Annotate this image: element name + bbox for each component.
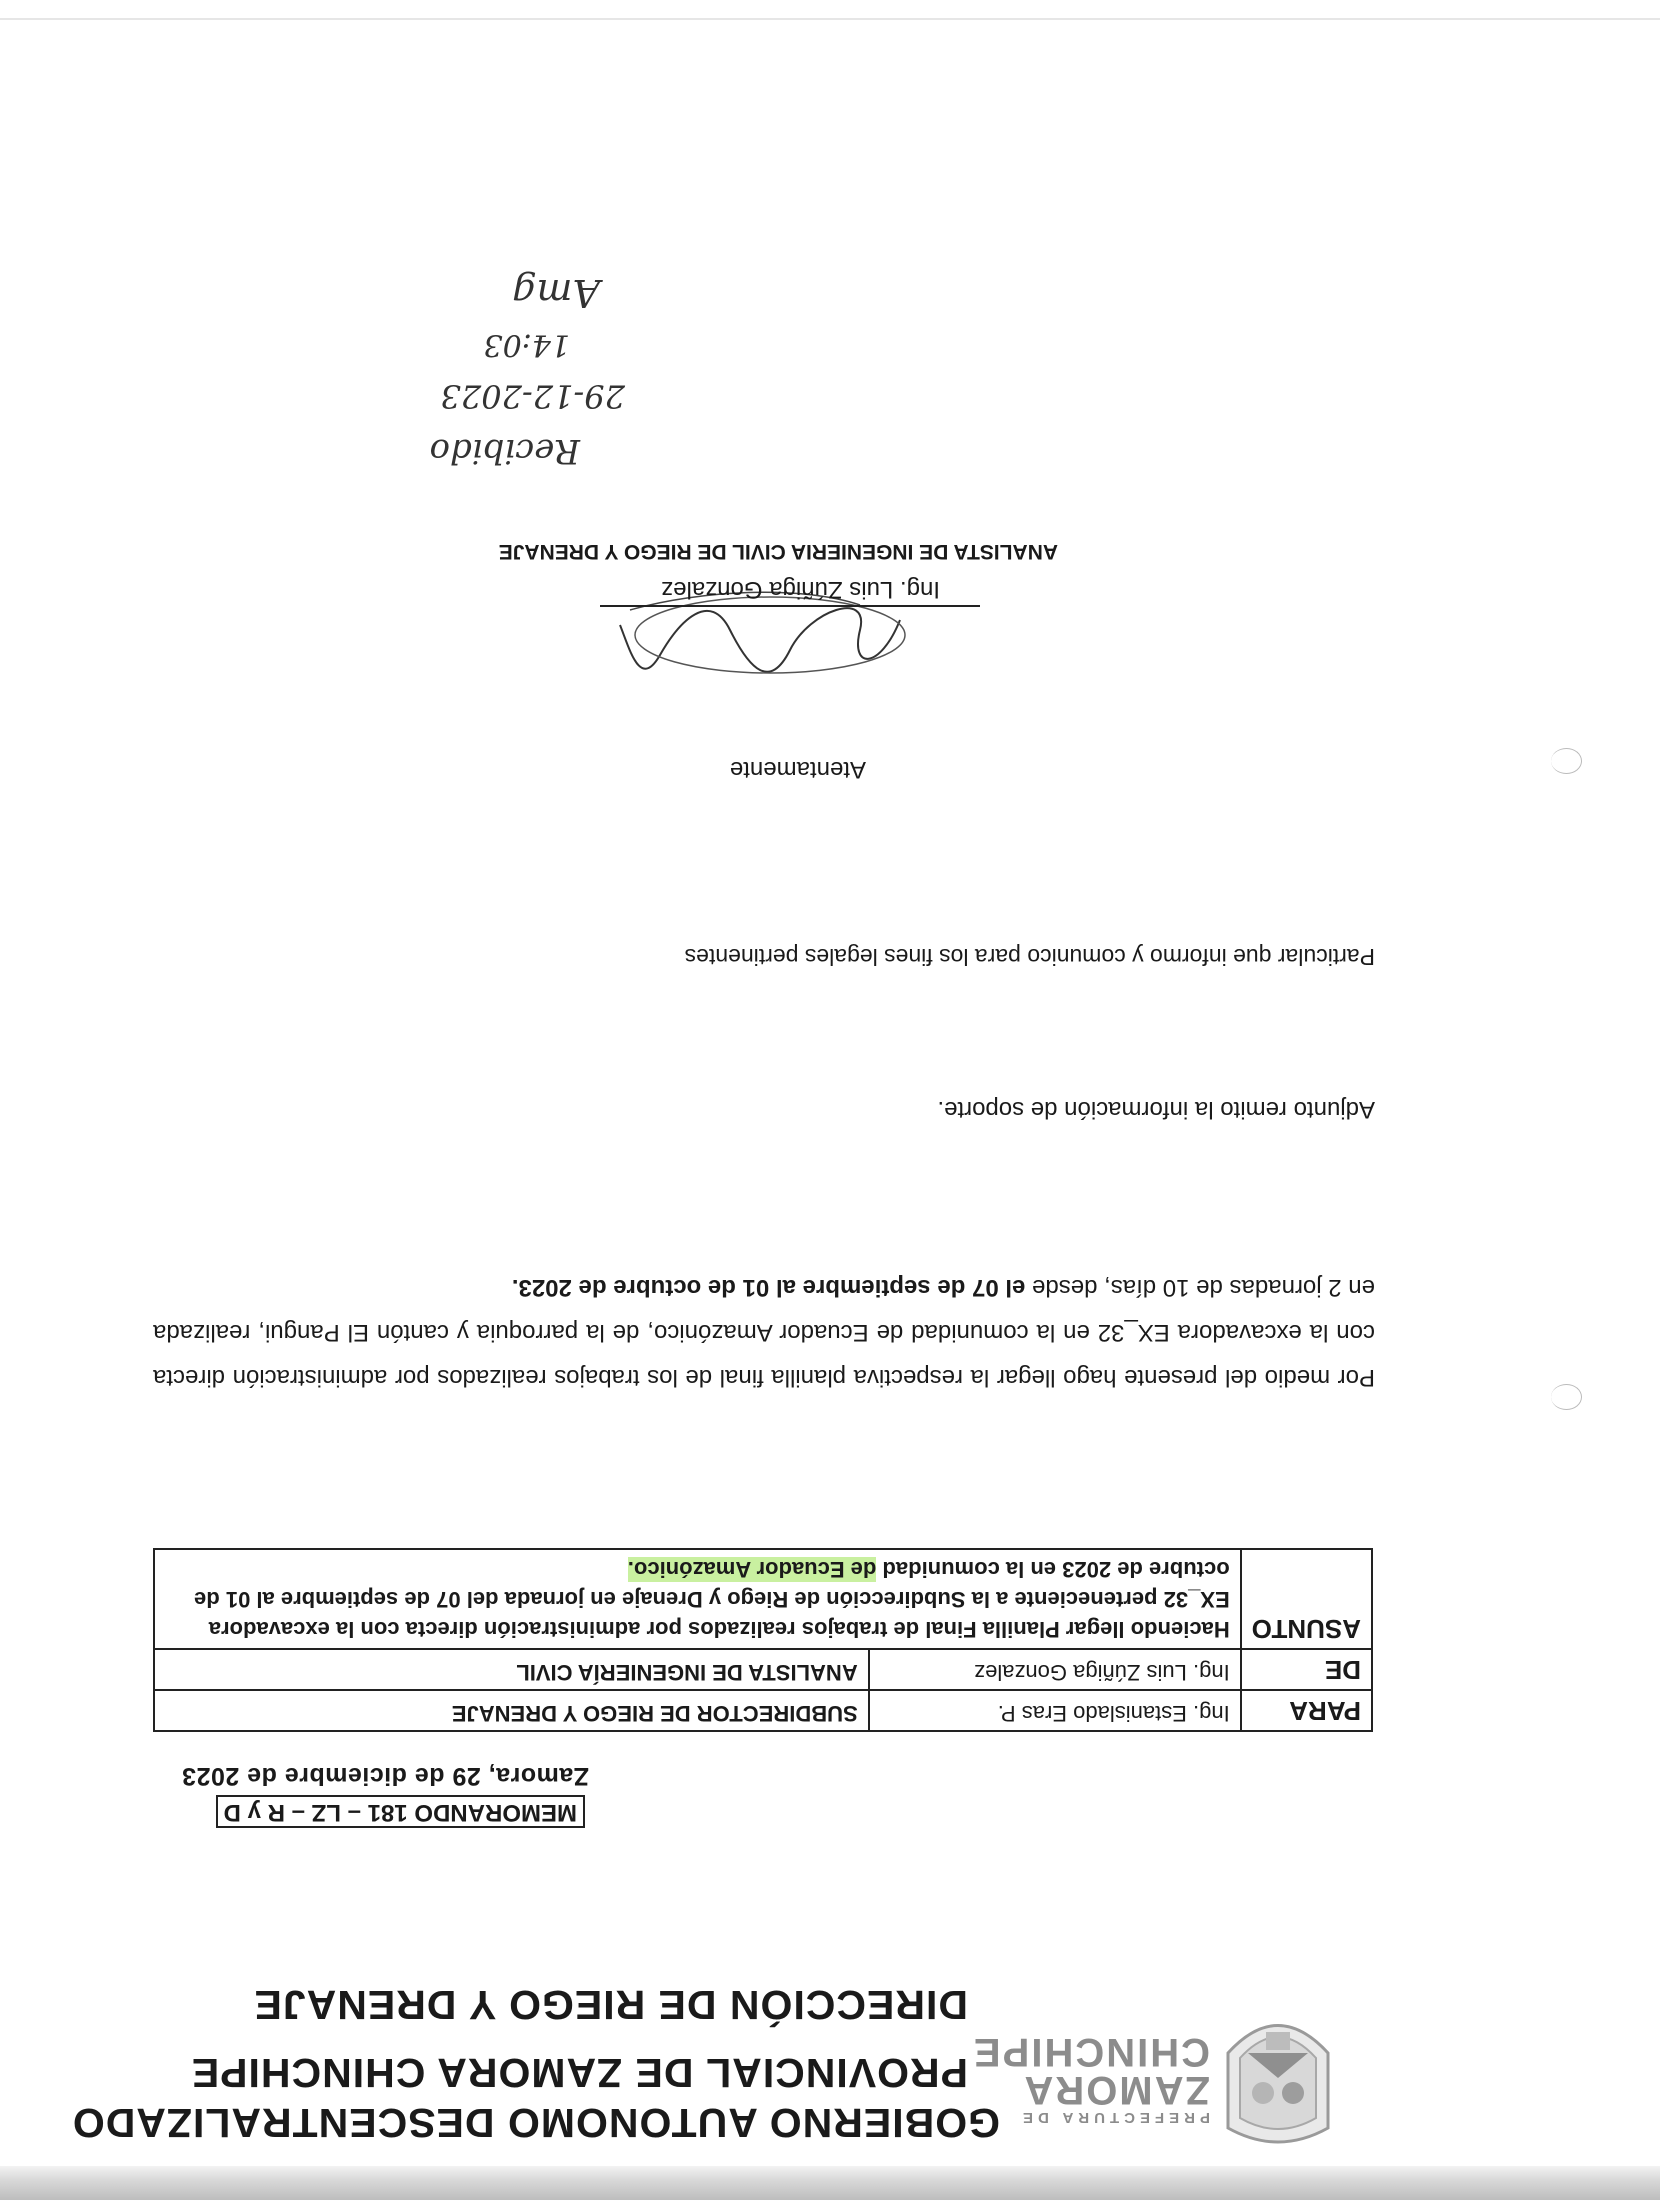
- department-title: DIRECCIÓN DE RIEGO Y DRENAJE: [253, 1982, 968, 2028]
- memo-number-text: MEMORANDO 181 – LZ – R y D: [223, 1799, 577, 1826]
- asunto-text: [154, 1549, 1241, 1649]
- received-initials: Amg: [512, 271, 600, 315]
- scan-edge: [0, 2166, 1660, 2200]
- memo-header-table: [153, 1548, 1373, 1732]
- paragraph-1-bold: el 07 de septiembre al 01 de octubre de 2023.: [511, 1274, 1026, 1301]
- brand-small-text: PREFECTURA DE: [1018, 2109, 1210, 2126]
- signature-line: [600, 605, 980, 607]
- signer-name: Ing. Luis Zúñiga Gonzalez: [661, 576, 940, 603]
- organization-title: [0, 1980, 1000, 2148]
- signer-role: ANALISTA DE INGENIERIA CIVIL DE RIEGO Y DRENAJE: [498, 540, 1058, 563]
- received-time: 14:03: [483, 327, 570, 362]
- para-label: PARA: [1241, 1690, 1372, 1731]
- prefectura-brand: [970, 2030, 1210, 2126]
- paragraph-3: Particular que informo y comunico para los fines legales pertinentes: [684, 944, 1375, 970]
- org-title-line-2: PROVINCIAL DE ZAMORA CHINCHIPE: [190, 2050, 968, 2096]
- punch-hole: [1551, 748, 1582, 774]
- de-label: DE: [1241, 1649, 1372, 1690]
- asunto-body: Haciendo llegar Planilla Final de trabajos realizados por administración directa con la excavadora EX_32 perteneciente a la Subdirección de Riego y Drenaje en jornada del 07 de septiembre al 01 de octubre de 2023 en la comunidad: [194, 1557, 1230, 1642]
- page-edge: [0, 18, 1660, 20]
- prefectura-coat-of-arms-icon: [1218, 1998, 1338, 2148]
- table-row-asunto: [154, 1549, 1372, 1649]
- de-title: ANALISTA DE INGENIERÍA CIVIL: [154, 1649, 869, 1690]
- brand-line-1: ZAMORA: [1022, 2068, 1210, 2112]
- received-date: 29-12-2023: [440, 377, 625, 415]
- brand-line-2: CHINCHIPE: [971, 2030, 1210, 2074]
- table-row-para: [154, 1690, 1372, 1731]
- de-name: Ing. Luis Zúñiga Gonzalez: [869, 1649, 1241, 1690]
- memo-number: [216, 1795, 585, 1828]
- table-row-de: [154, 1649, 1372, 1690]
- paragraph-1: [153, 1265, 1375, 1400]
- punch-hole: [1551, 1384, 1582, 1410]
- memo-date: Zamora, 29 de diciembre de 2023: [181, 1762, 589, 1790]
- received-handwritten-note: [400, 260, 730, 480]
- handwritten-signature: [610, 590, 920, 680]
- para-name: Ing. Estanislado Eras P.: [869, 1690, 1241, 1731]
- paragraph-1-text: Por medio del presente hago llegar la respectiva planilla final de los trabajos realizados por administración directa con la excavadora EX_32 en la comunidad de Ecuador Amazónico, de la parroquia y cantón El Pangui, realizada en 2 jornadas de 10 días, desde: [153, 1274, 1375, 1391]
- para-title: SUBDIRECTOR DE RIEGO Y DRENAJE: [154, 1690, 869, 1731]
- org-title-line-1: GOBIERNO AUTONOMO DESCENTRALIZADO: [71, 2100, 1000, 2146]
- memo-body: [153, 1265, 1375, 1400]
- received-word: Recibido: [429, 431, 580, 471]
- closing: Atentamente: [729, 756, 866, 783]
- asunto-label: ASUNTO: [1241, 1549, 1372, 1649]
- paragraph-2: Adjunto remito la información de soporte.: [937, 1096, 1375, 1123]
- asunto-highlight: de Ecuador Amazónico.: [627, 1557, 877, 1582]
